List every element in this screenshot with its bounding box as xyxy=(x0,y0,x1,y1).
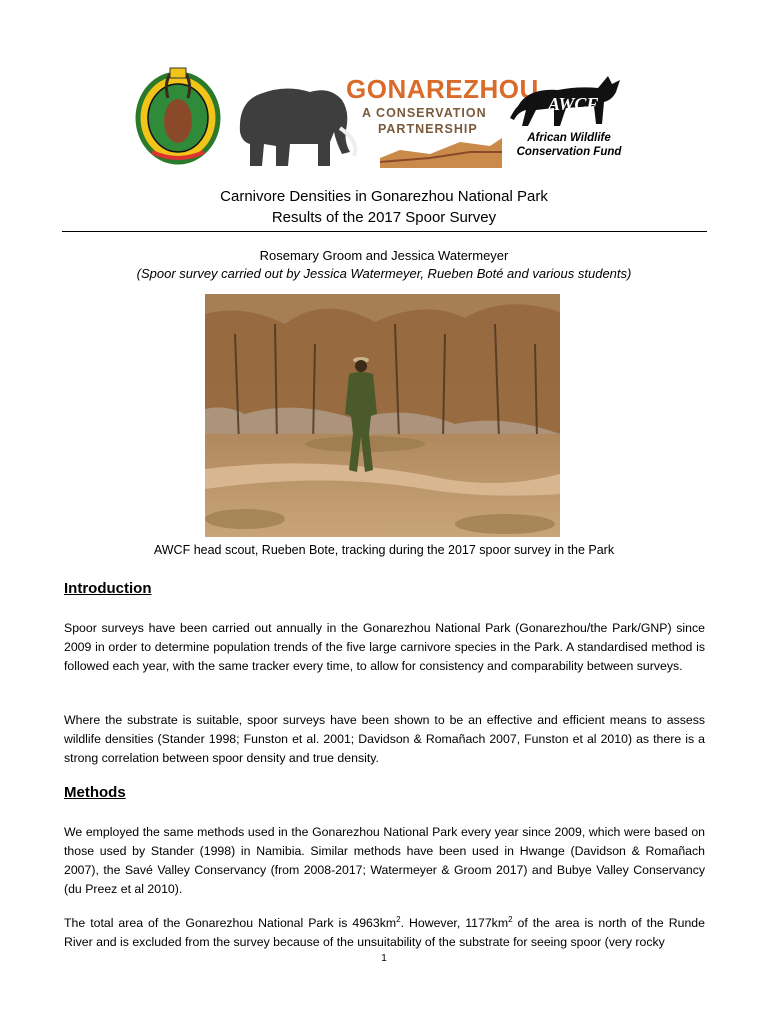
superscript: 2 xyxy=(396,914,401,924)
survey-photo xyxy=(205,294,560,537)
awcf-logo-line-1: African Wildlife xyxy=(527,132,611,144)
title-line-1: Carnivore Densities in Gonarezhou National Park xyxy=(220,188,548,205)
methods-p2-part-b: . However, 1177km xyxy=(400,916,509,930)
gonarezhou-logo-subtitle-1: A CONSERVATION xyxy=(362,106,487,120)
superscript: 2 xyxy=(508,914,513,924)
gonarezhou-logo-subtitle-2: PARTNERSHIP xyxy=(378,122,478,136)
author-names: Rosemary Groom and Jessica Watermeyer xyxy=(259,248,509,263)
title-divider xyxy=(62,231,707,232)
awcf-logo xyxy=(508,66,630,170)
awcf-logo-line-2: Conservation Fund xyxy=(516,146,622,158)
introduction-heading: Introduction xyxy=(64,580,152,597)
awcf-mark: AWCF xyxy=(548,94,599,114)
methods-p2-part-c: of the area is north of the Runde River and is excluded from the survey because of the unsuitability of the substrate for seeing spoor (very rocky xyxy=(64,916,705,949)
methods-paragraph-2 xyxy=(64,914,705,952)
photo-caption: AWCF head scout, Rueben Bote, tracking during the 2017 spoor survey in the Park xyxy=(153,543,615,557)
document-title xyxy=(0,186,768,228)
methods-heading: Methods xyxy=(64,784,126,801)
methods-paragraph-1: We employed the same methods used in the Gonarezhou National Park every year since 2009, which were based on those used by Stander (1998) in Namibia. Similar methods have been used in Hwange (Davidson & Romañach 2007), the Savé Valley Conservancy (from 2008-2017; Watermeyer & Groom 2017) and Bubye Valley Conservancy (du Preez et al 2010). xyxy=(64,825,705,896)
logo-row xyxy=(130,62,630,172)
authors-block xyxy=(0,247,768,283)
page-number: 1 xyxy=(381,953,387,964)
introduction-paragraph-2: Where the substrate is suitable, spoor surveys have been shown to be an effective and efficient means to assess wildlife densities (Stander 1998; Funston et al. 2001; Davidson & Romañach 2007, Funston et al 2010) as there is a strong correlation between spoor density and true density. xyxy=(64,713,705,765)
wild-dog-icon xyxy=(508,66,630,130)
gonarezhou-logo xyxy=(230,72,539,168)
introduction-paragraph-1: Spoor surveys have been carried out annually in the Gonarezhou National Park (Gonarezhou/the Park/GNP) since 2009 in order to determine population trends of the five large carnivore species in the Park. A standardised method is followed each year, with the same tracker every time, to allow for consistency and comparability between surveys. xyxy=(64,621,705,673)
survey-note: (Spoor survey carried out by Jessica Watermeyer, Rueben Boté and various students) xyxy=(136,266,632,281)
gonarezhou-logo-title: GONAREZHOU xyxy=(346,74,539,104)
methods-p2-part-a: The total area of the Gonarezhou National Park is 4963km xyxy=(64,916,397,930)
national-parks-seal-logo xyxy=(134,66,222,166)
title-line-2: Results of the 2017 Spoor Survey xyxy=(271,209,497,226)
